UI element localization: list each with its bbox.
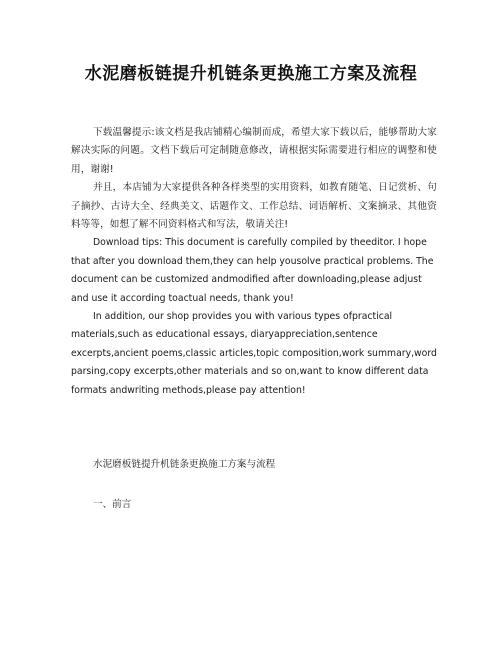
download-tip-en: Download tips: This document is carefully compiled by theeditor. I hope that after you download them,they can help yousolve practical problems. The document can be customized andmodified after downloading,please adjust and use it according toactual needs, thank you!	[71, 237, 434, 304]
document-title: 水泥磨板链提升机链条更换施工方案及流程	[84, 64, 418, 84]
document-body	[71, 124, 437, 400]
download-tip-cn: 下载温馨提示:该文档是我店铺精心编制而成，希望大家下载以后，能够帮助大家解决实际的问题。文档下载后可定制随意修改，请根据实际需要进行相应的调整和使用，谢谢!	[71, 127, 437, 175]
section-heading-preface: 一、前言	[93, 499, 132, 510]
document-subtitle: 水泥磨板链提升机链条更换施工方案与流程	[93, 459, 276, 470]
shop-notice-cn: 并且，本店铺为大家提供各种各样类型的实用资料，如教育随笔、日记赏析、句子摘抄、古诗大全、经典美文、话题作文、工作总结、词语解析、文案摘录、其他资料等等，如想了解不同资料格式和写法，敬请关注!	[71, 182, 437, 231]
shop-notice-en: In addition, our shop provides you with various types ofpractical materials,such as educational essays, diaryappreciation,sentence excerpts,ancient poems,classic articles,topic composition,work summary,word parsing,copy excerpts,other materials and so on,want to know different data formats andwriting methods,please pay attention!	[71, 311, 437, 396]
